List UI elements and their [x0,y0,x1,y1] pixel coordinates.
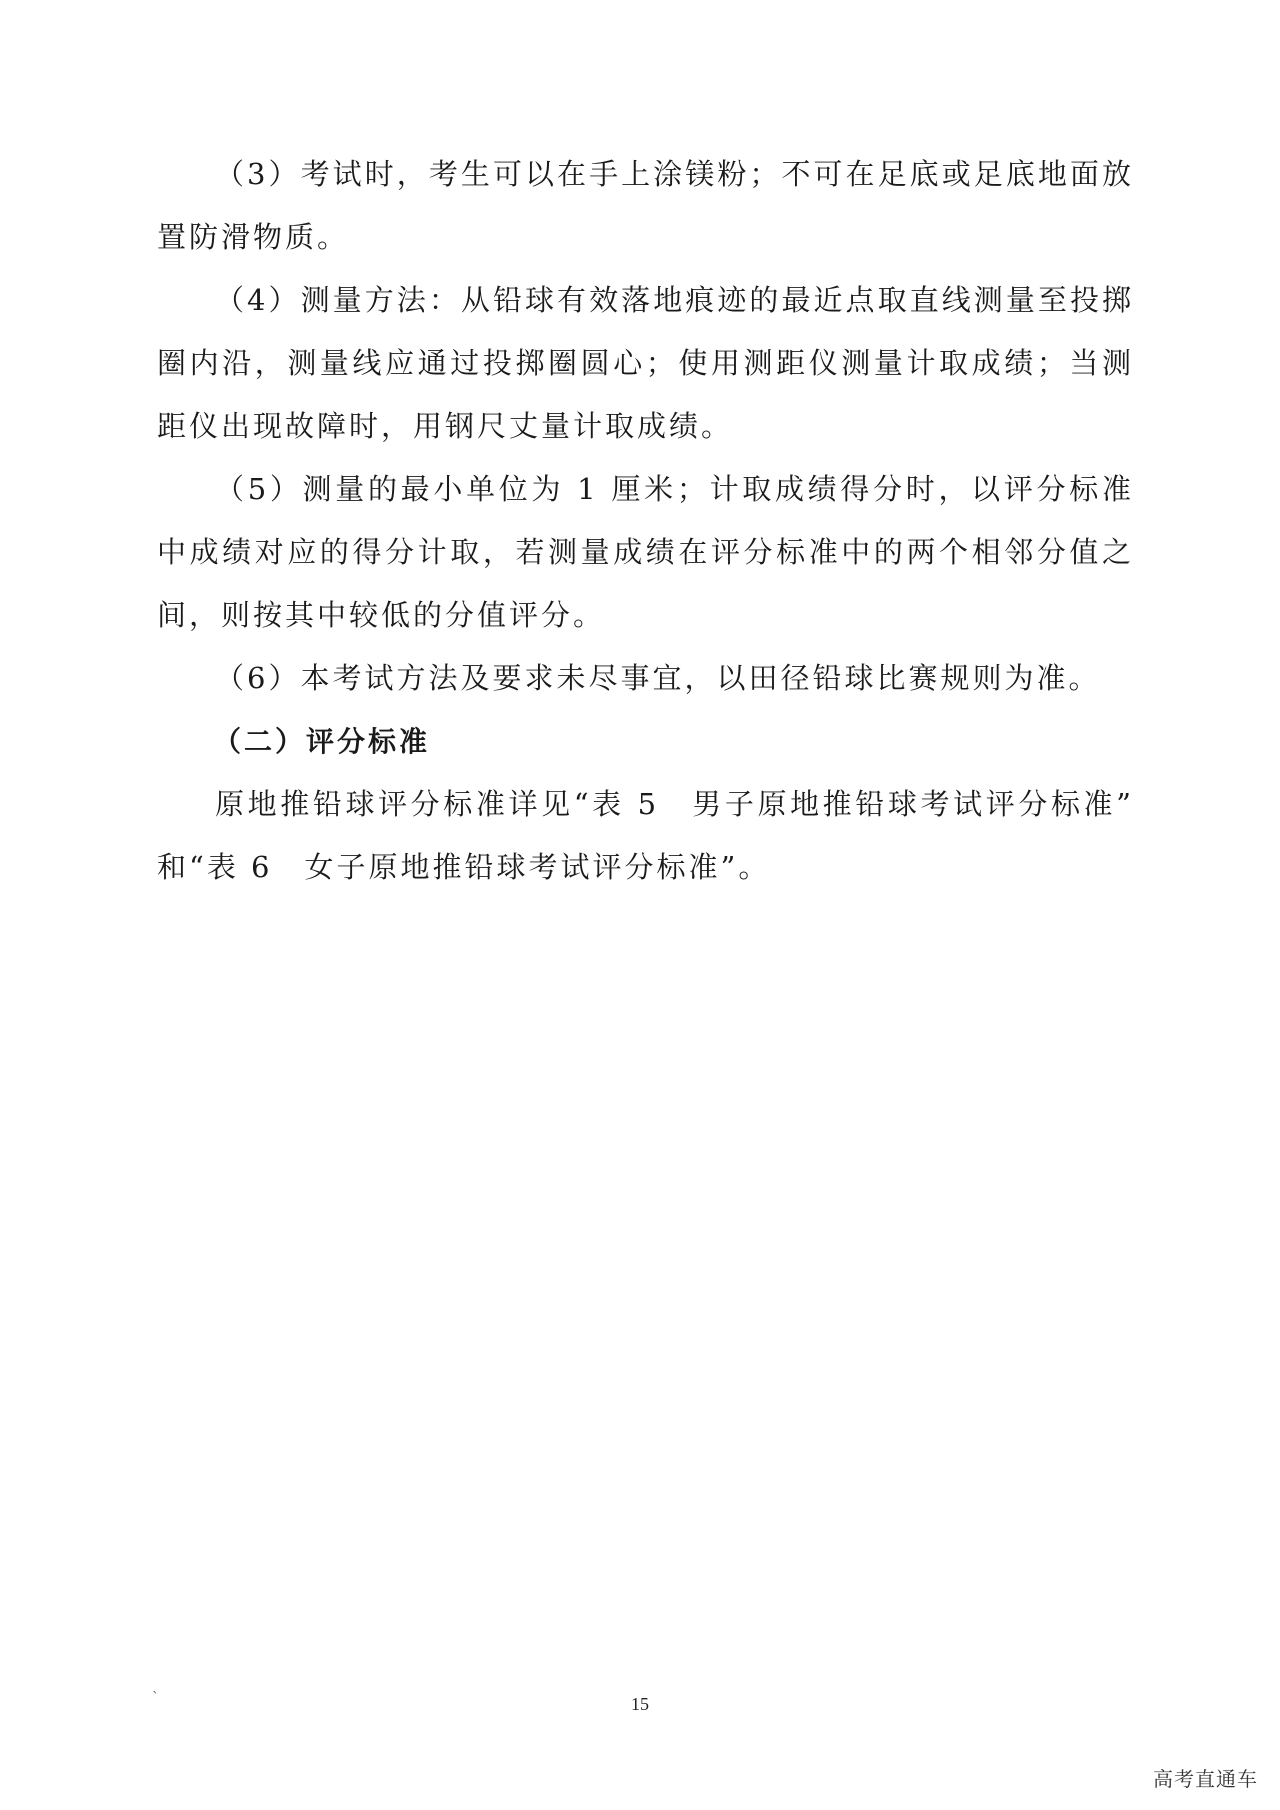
paragraph-4: （4）测量方法：从铅球有效落地痕迹的最近点取直线测量至投掷圈内沿，测量线应通过投掷圈圆心；使用测距仪测量计取成绩；当测距仪出现故障时，用钢尺丈量计取成绩。 [157,283,1134,443]
watermark-text: 高考直通车 [1153,1767,1258,1791]
paragraph-5: （5）测量的最小单位为 1 厘米；计取成绩得分时，以评分标准中成绩对应的得分计取，若测量成绩在评分标准中的两个相邻分值之间，则按其中较低的分值评分。 [157,472,1134,632]
closing-paragraph: 原地推铅球评分标准详见“表 5 男子原地推铅球考试评分标准” 和“表 6 女子原地推铅球考试评分标准”。 [157,787,1134,884]
page-number: 15 [631,1694,649,1714]
paragraph-3: （3）考试时，考生可以在手上涂镁粉；不可在足底或足底地面放置防滑物质。 [157,157,1134,254]
document-body [157,143,1134,899]
paragraph-6: （6）本考试方法及要求未尽事宜，以田径铅球比赛规则为准。 [215,661,1101,695]
stray-mark: ` [152,1690,159,1706]
section-heading: （二）评分标准 [213,725,431,758]
